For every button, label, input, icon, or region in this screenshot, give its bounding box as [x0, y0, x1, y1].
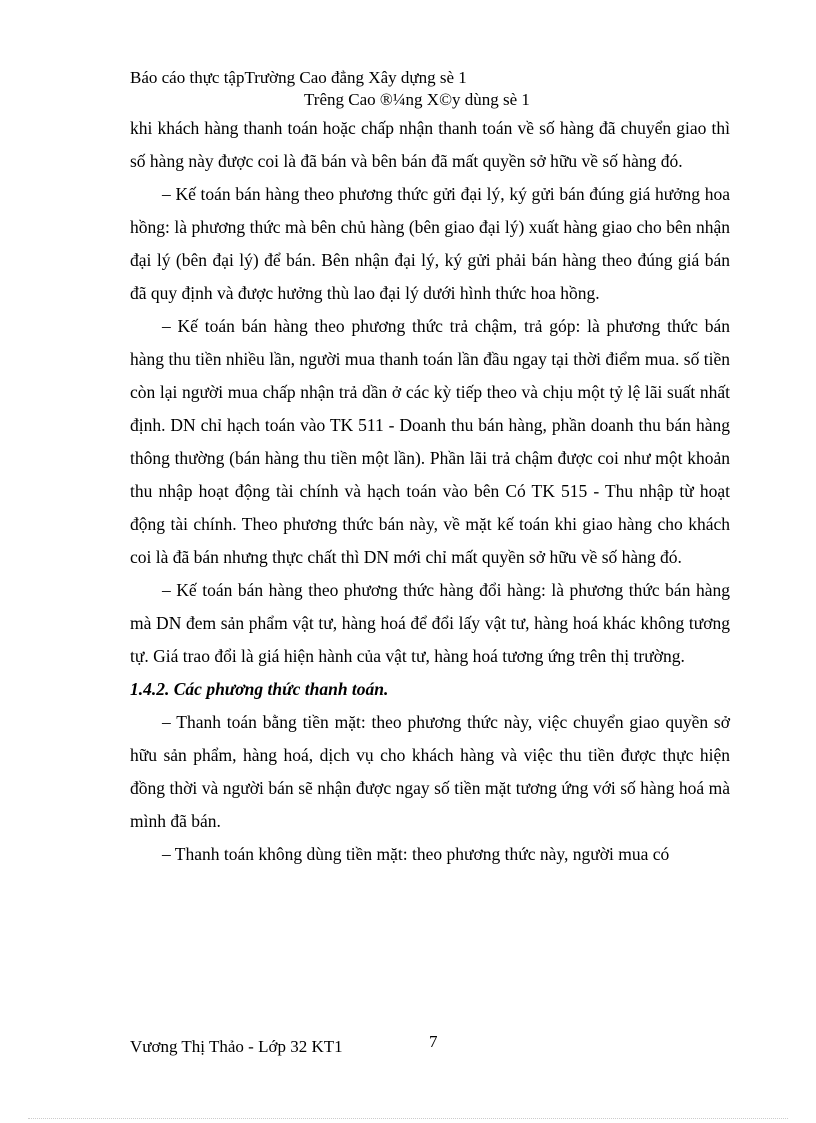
- paragraph-installment-sales: – Kế toán bán hàng theo phương thức trả chậm, trả góp: là phương thức bán hàng thu tiền nhiều lần, người mua thanh toán lần đầu ngay tại thời điểm mua. số tiền còn lại người mua chấp nhận trả dần ở các kỳ tiếp theo và chịu một tỷ lệ lãi suất nhất định. DN chỉ hạch toán vào TK 511 - Doanh thu bán hàng, phần doanh thu bán hàng thông thường (bán hàng thu tiền một lần). Phần lãi trả chậm được coi như một khoản thu nhập hoạt động tài chính và hạch toán vào bên Có TK 515 - Thu nhập từ hoạt động tài chính. Theo phương thức bán này, về mặt kế toán khi giao hàng cho khách coi là đã bán nhưng thực chất thì DN mới chỉ mất quyền sở hữu về số hàng đó.: [130, 316, 730, 567]
- section-heading: 1.4.2. Các phương thức thanh toán.: [130, 679, 389, 699]
- paragraph-barter-sales: – Kế toán bán hàng theo phương thức hàng đổi hàng: là phương thức bán hàng mà DN đem sản phẩm vật tư, hàng hoá để đổi lấy vật tư, hàng hoá khác không tương tự. Giá trao đổi là giá hiện hành của vật tư, hàng hoá tương ứng trên thị trường.: [130, 580, 730, 666]
- running-header: Báo cáo thực tậpTrường Cao đẳng Xây dựng sè 1: [130, 68, 467, 87]
- paragraph-cash-payment: – Thanh toán bằng tiền mặt: theo phương thức này, việc chuyển giao quyền sở hữu sản phẩm, hàng hoá, dịch vụ cho khách hàng và việc thu tiền được thực hiện đồng thời và người bán sẽ nhận được ngay số tiền mặt tương ứng với số hàng hoá mà mình đã bán.: [130, 712, 730, 831]
- page-edge-divider: [28, 1118, 788, 1119]
- paragraph-continuation: khi khách hàng thanh toán hoặc chấp nhận thanh toán về số hàng đã chuyển giao thì số hàng này được coi là đã bán và bên bán đã mất quyền sở hữu về số hàng đó.: [130, 118, 730, 171]
- document-body: [130, 112, 730, 871]
- running-header-garbled: Trêng Cao ®¼ng X©y dùng sè 1: [304, 90, 530, 109]
- footer-author: Vương Thị Thảo - Lớp 32 KT1: [130, 1037, 343, 1056]
- page-number: 7: [429, 1032, 438, 1051]
- paragraph-agency-sales: – Kế toán bán hàng theo phương thức gửi đại lý, ký gửi bán đúng giá hưởng hoa hồng: là phương thức mà bên chủ hàng (bên giao đại lý) xuất hàng giao cho bên nhận đại lý (bên đại lý) để bán. Bên nhận đại lý, ký gửi phải bán hàng theo đúng giá bán đã quy định và được hưởng thù lao đại lý dưới hình thức hoa hồng.: [130, 184, 730, 303]
- paragraph-noncash-payment: – Thanh toán không dùng tiền mặt: theo phương thức này, người mua có: [162, 844, 670, 864]
